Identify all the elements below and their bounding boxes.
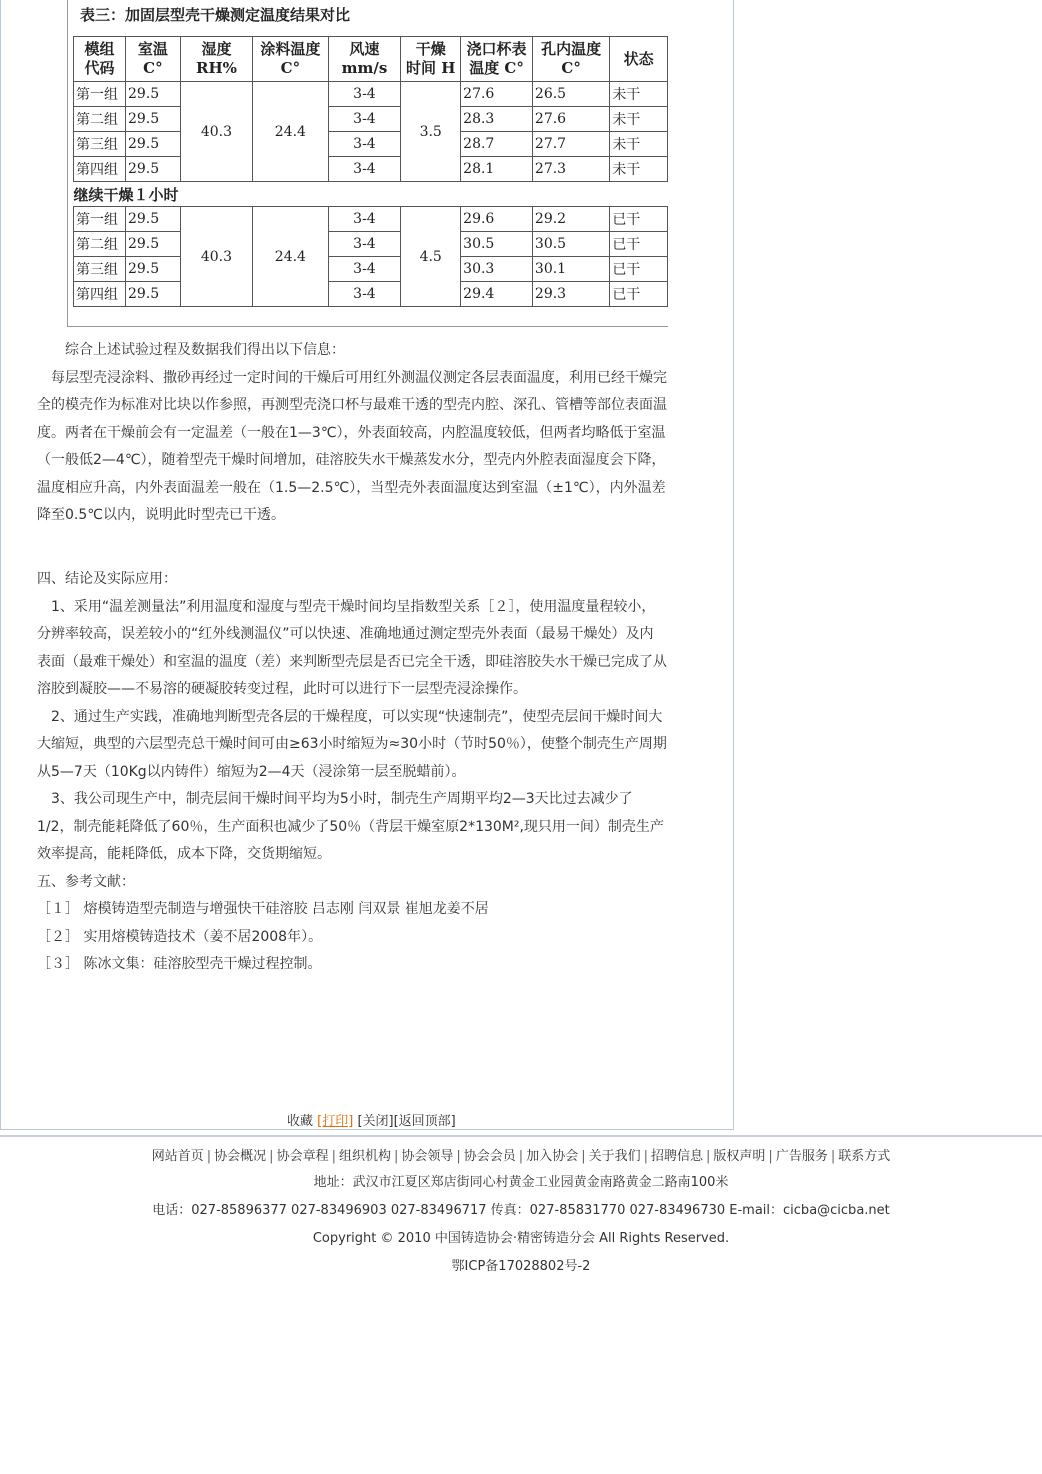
conclusion-point-1: 1、采用“温差测量法”利用温度和湿度与型壳干燥时间均呈指数型关系［２］，使用温度量程较小，分辨率较高，误差较小的“红外线测温仪”可以快速、准确地通过测定型壳外表面（最易干燥处）及内表面（最难干燥处）和室温的温度（差）来判断型壳层是否已完全干透，即硅溶胶失水干燥已完成了从溶胶到凝胶——不易溶的硬凝胶转变过程，此时可以进行下一层型壳浸涂操作。: [37, 598, 667, 697]
room-temp: 29.5: [125, 257, 180, 282]
header-cell: 涂料温度 C°: [253, 37, 329, 82]
group-code: 第四组: [74, 157, 126, 182]
header-cell: 湿度 RH%: [180, 37, 252, 82]
gate-temp: 28.7: [461, 132, 533, 157]
group-code: 第一组: [74, 82, 126, 107]
gate-temp: 30.5: [461, 232, 533, 257]
conclusion-heading: 四、结论及实际应用：: [37, 571, 177, 587]
hole-temp: 30.1: [532, 257, 609, 282]
footer-link-about[interactable]: 关于我们: [588, 1149, 641, 1164]
gate-temp: 30.3: [461, 257, 533, 282]
state: 已干: [610, 257, 668, 282]
gate-temp: 28.3: [461, 107, 533, 132]
wind-speed: 3-4: [328, 257, 401, 282]
table-row: [74, 157, 668, 182]
room-temp: 29.5: [125, 207, 180, 232]
hole-temp: 29.2: [532, 207, 609, 232]
room-temp: 29.5: [125, 232, 180, 257]
humidity: 40.3: [180, 207, 252, 307]
header-cell: 室温 C°: [125, 37, 180, 82]
state: 已干: [610, 282, 668, 307]
footer-link-jobs[interactable]: 招聘信息: [651, 1149, 704, 1164]
conclusion-section: [37, 566, 667, 979]
wind-speed: 3-4: [328, 82, 401, 107]
hole-temp: 29.3: [532, 282, 609, 307]
section-label: 继续干燥１小时: [74, 182, 668, 207]
back-to-top-link[interactable]: [返回顶部]: [393, 1114, 456, 1129]
header-cell: 状态: [610, 37, 668, 82]
wind-speed: 3-4: [328, 207, 401, 232]
references-heading: 五、参考文献：: [37, 873, 135, 890]
room-temp: 29.5: [125, 157, 180, 182]
print-link[interactable]: [打印]: [317, 1114, 354, 1129]
group-code: 第三组: [74, 257, 126, 282]
group-code: 第三组: [74, 132, 126, 157]
footer-link-copyright[interactable]: 版权声明: [713, 1149, 766, 1164]
site-footer: [0, 1145, 1042, 1281]
wind-speed: 3-4: [328, 282, 401, 307]
footer-link-members[interactable]: 协会会员: [463, 1149, 516, 1164]
state: 未干: [610, 82, 668, 107]
gate-temp: 29.4: [461, 282, 533, 307]
footer-link-home[interactable]: 网站首页: [151, 1149, 204, 1164]
conclusion-point-3: 3、我公司现生产中，制壳层间干燥时间平均为5小时，制壳生产周期平均2—3天比过去减少了1/2，制壳能耗降低了60％，生产面积也减少了50％（背层干燥室原2*130M²,现只用一间）制壳生产效率提高，能耗降低，成本下降，交货期缩短。: [37, 791, 664, 862]
reference-item: ［１］ 熔模铸造型壳制造与增强快干硅溶胶 吕志刚 闫双景 崔旭龙姜不居: [37, 901, 489, 917]
drying-temperature-table: [73, 36, 668, 307]
footer-nav: 网站首页 | 协会概况 | 协会章程 | 组织机构 | 协会领导 | 协会会员 | 加入协会 | 关于我们 | 招聘信息 | 版权声明 | 广告服务 | 联系方式: [151, 1149, 891, 1164]
coating-temp: 24.4: [253, 207, 329, 307]
humidity: 40.3: [180, 82, 252, 182]
table-row: [74, 257, 668, 282]
footer-link-overview[interactable]: 协会概况: [214, 1149, 267, 1164]
hole-temp: 26.5: [532, 82, 609, 107]
hole-temp: 27.7: [532, 132, 609, 157]
state: 未干: [610, 157, 668, 182]
summary-body: 每层型壳浸涂料、撒砂再经过一定时间的干燥后可用红外测温仪测定各层表面温度，利用已经干燥完全的模壳作为标准对比块以作参照，再测型壳浇口杯与最难干透的型壳内腔、深孔、管槽等部位表面温度。两者在干燥前会有一定温差（一般在1—3℃），外表面较高，内腔温度较低，但两者均略低于室温（一般低2—4℃），随着型壳干燥时间增加，硅溶胶失水干燥蒸发水分，型壳内外腔表面湿度会下降，温度相应升高，内外表面温差一般在（1.5—2.5℃），当型壳外表面温度达到室温（±1℃），内外温差降至0.5℃以内，说明此时型壳已干透。: [37, 369, 667, 523]
footer-link-charter[interactable]: 协会章程: [276, 1149, 329, 1164]
room-temp: 29.5: [125, 107, 180, 132]
article-actions: [287, 1110, 456, 1129]
footer-address: 地址：武汉市江夏区郑店街同心村黄金工业园黄金南路黄金二路南100米: [313, 1175, 729, 1190]
gate-temp: 28.1: [461, 157, 533, 182]
table-row: [74, 107, 668, 132]
table-row: [74, 282, 668, 307]
gate-temp: 29.6: [461, 207, 533, 232]
reference-item: ［２］ 实用熔模铸造技术（姜不居2008年）。: [37, 928, 323, 945]
table-region: [67, 0, 668, 327]
room-temp: 29.5: [125, 82, 180, 107]
table-section-row: [74, 182, 668, 207]
close-link[interactable]: [关闭]: [357, 1114, 394, 1129]
table-row: [74, 232, 668, 257]
state: 未干: [610, 132, 668, 157]
footer-icp: 鄂ICP备17028802号-2: [451, 1259, 591, 1274]
header-cell: 浇口杯表 温度 C°: [461, 37, 533, 82]
footer-link-leaders[interactable]: 协会领导: [401, 1149, 454, 1164]
conclusion-point-2: 2、通过生产实践，准确地判断型壳各层的干燥程度，可以实现“快速制壳”，使型壳层间干燥时间大大缩短，典型的六层型壳总干燥时间可由≥63小时缩短为≈30小时（节时50％），使整个制壳生产周期从5—7天（10Kg以内铸件）缩短为2—4天（浸涂第一层至脱蜡前）。: [37, 708, 667, 780]
table-row: [74, 82, 668, 107]
header-cell: 模组 代码: [74, 37, 126, 82]
reference-item: ［３］ 陈冰文集：硅溶胶型壳干燥过程控制。: [37, 956, 322, 972]
state: 已干: [610, 232, 668, 257]
group-code: 第一组: [74, 207, 126, 232]
footer-divider: [0, 1135, 1042, 1137]
hole-temp: 27.3: [532, 157, 609, 182]
room-temp: 29.5: [125, 132, 180, 157]
header-cell: 风速 mm/s: [328, 37, 401, 82]
hole-temp: 27.6: [532, 107, 609, 132]
group-code: 第二组: [74, 232, 126, 257]
gate-temp: 27.6: [461, 82, 533, 107]
table-row: [74, 207, 668, 232]
summary-intro: 综合上述试验过程及数据我们得出以下信息：: [65, 342, 345, 358]
summary-section: [37, 337, 667, 530]
dry-time: 4.5: [401, 207, 461, 307]
header-cell: 孔内温度 C°: [532, 37, 609, 82]
footer-link-organization[interactable]: 组织机构: [338, 1149, 391, 1164]
footer-copyright: Copyright © 2010 中国铸造协会·精密铸造分会 All Rights Reserved.: [312, 1231, 730, 1246]
group-code: 第二组: [74, 107, 126, 132]
wind-speed: 3-4: [328, 107, 401, 132]
room-temp: 29.5: [125, 282, 180, 307]
state: 未干: [610, 107, 668, 132]
table-header-row: [74, 37, 668, 82]
hole-temp: 30.5: [532, 232, 609, 257]
footer-link-join[interactable]: 加入协会: [526, 1149, 579, 1164]
wind-speed: 3-4: [328, 132, 401, 157]
dry-time: 3.5: [401, 82, 461, 182]
footer-link-ads[interactable]: 广告服务: [775, 1149, 828, 1164]
table-row: [74, 132, 668, 157]
header-cell: 干燥 时间 H: [401, 37, 461, 82]
state: 已干: [610, 207, 668, 232]
group-code: 第四组: [74, 282, 126, 307]
footer-contact: 电话：027-85896377 027-83496903 027-83496717 传真：027-85831770 027-83496730 E-mail：cicba@cicba.net: [152, 1203, 890, 1218]
footer-link-contact[interactable]: 联系方式: [838, 1149, 891, 1164]
table-title: 表三：加固层型壳干燥测定温度结果对比: [80, 6, 351, 24]
favorite-link[interactable]: 收藏: [287, 1114, 314, 1129]
coating-temp: 24.4: [253, 82, 329, 182]
wind-speed: 3-4: [328, 232, 401, 257]
wind-speed: 3-4: [328, 157, 401, 182]
